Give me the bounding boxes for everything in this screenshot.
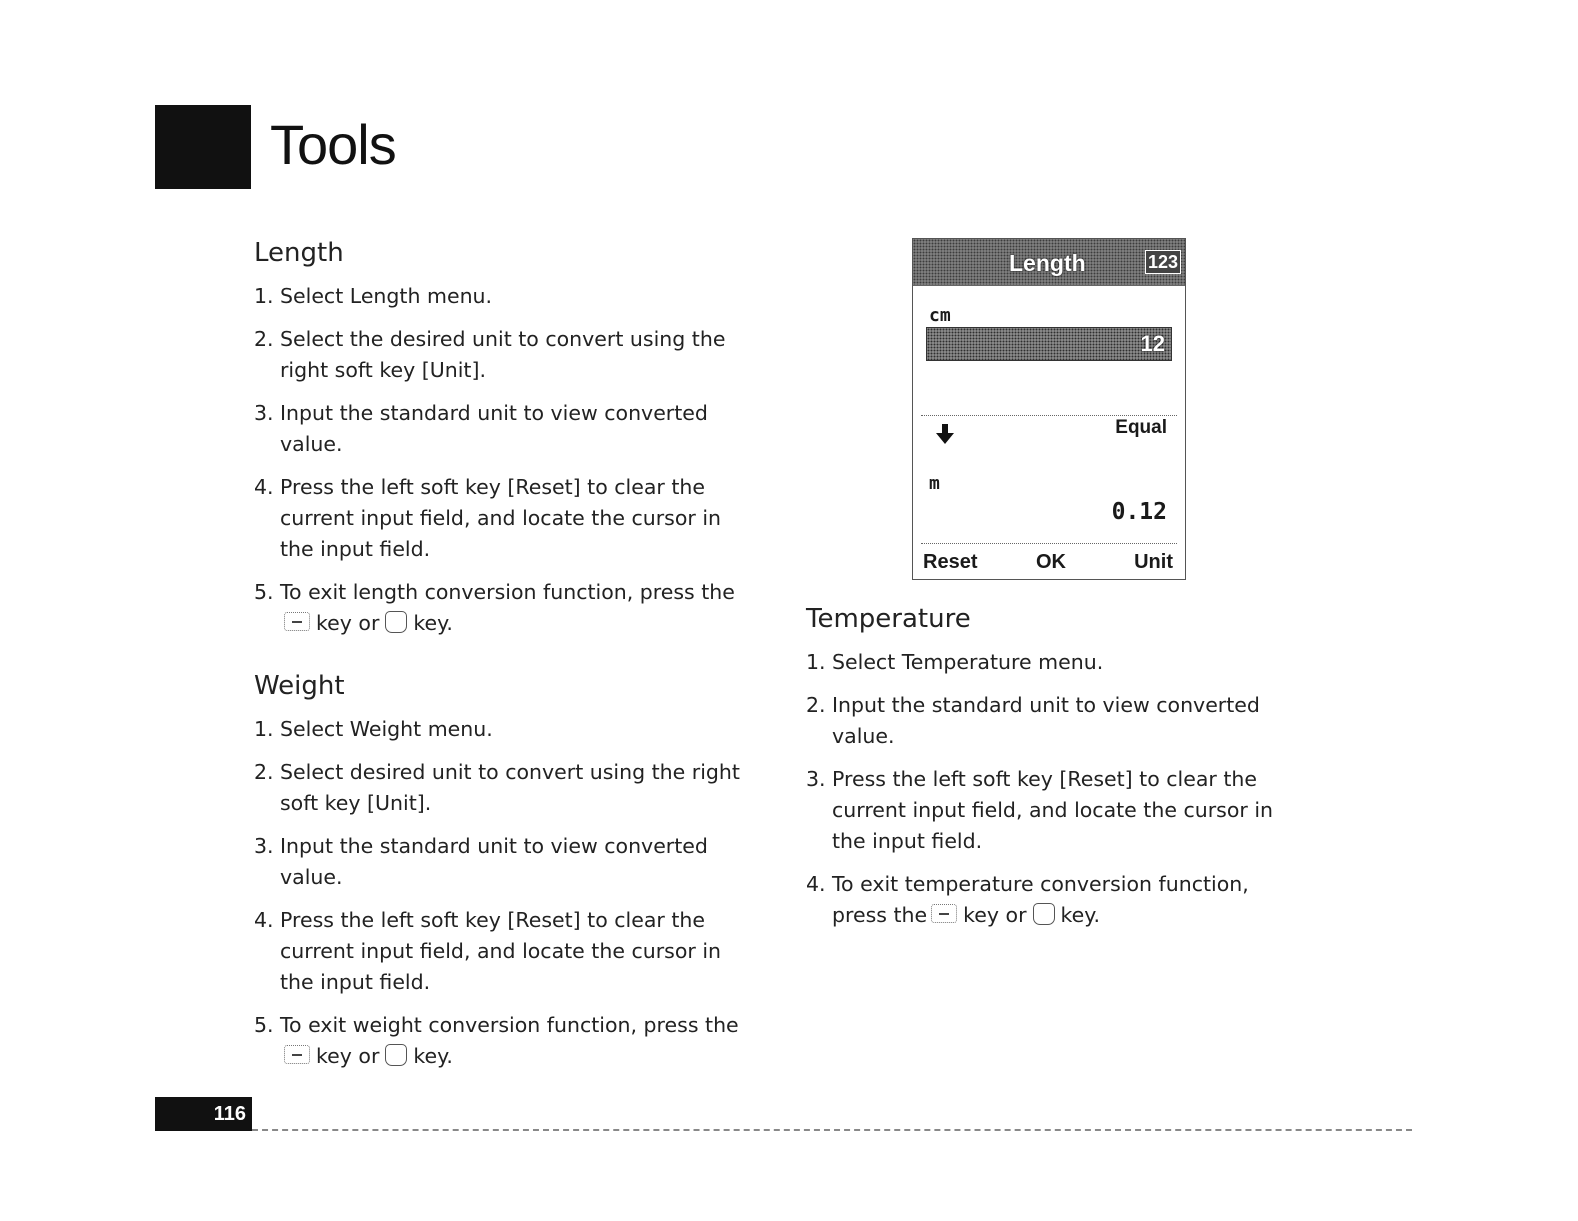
chapter-tab — [155, 105, 251, 189]
arrow-down-icon — [935, 422, 955, 446]
temperature-steps — [806, 647, 1286, 931]
end-key-icon — [385, 1044, 407, 1066]
back-key-icon — [284, 612, 310, 631]
weight-heading: Weight — [254, 671, 345, 701]
back-key-icon — [284, 1045, 310, 1064]
length-heading: Length — [254, 238, 344, 268]
list-item: 4. Press the left soft key [Reset] to clear the current input field, and locate the cursor in the input field. — [254, 475, 722, 561]
list-item: 2. Select desired unit to convert using the right soft key [Unit]. — [254, 760, 740, 815]
page-number: 116 — [155, 1097, 252, 1131]
end-key-icon — [385, 611, 407, 633]
reset-softkey[interactable]: Reset — [923, 551, 978, 573]
back-key-icon — [931, 904, 957, 923]
right-column — [806, 604, 1286, 943]
footer-rule — [252, 1129, 1412, 1131]
length-steps — [254, 281, 754, 639]
temperature-heading: Temperature — [806, 604, 971, 634]
input-field[interactable] — [926, 327, 1172, 361]
list-item: 1. Select Temperature menu. — [806, 650, 1104, 674]
page-title: Tools — [270, 113, 396, 176]
result-value: 0.12 — [1111, 499, 1167, 525]
list-item: 4. To exit temperature conversion function, press the key or key. — [806, 872, 1249, 927]
divider — [921, 543, 1177, 544]
weight-steps — [254, 714, 754, 1072]
list-item: 3. Input the standard unit to view converted value. — [254, 834, 708, 889]
list-item: 5. To exit weight conversion function, press thekey or key. — [254, 1013, 739, 1068]
list-item: 3. Input the standard unit to view converted value. — [254, 401, 708, 456]
ok-softkey[interactable]: OK — [1036, 551, 1066, 573]
list-item: 2. Select the desired unit to convert using the right soft key [Unit]. — [254, 327, 726, 382]
list-item: 3. Press the left soft key [Reset] to clear the current input field, and locate the cursor in the input field. — [806, 767, 1274, 853]
list-item: 5. To exit length conversion function, press thekey or key. — [254, 580, 735, 635]
divider — [921, 415, 1177, 416]
list-item: 2. Input the standard unit to view converted value. — [806, 693, 1260, 748]
screen-title: Length — [1009, 250, 1086, 276]
left-column — [254, 238, 754, 1084]
list-item: 1. Select Length menu. — [254, 284, 493, 308]
input-value: 12 — [1140, 331, 1165, 356]
phone-screen — [912, 238, 1186, 580]
from-unit-label: cm — [929, 305, 951, 326]
list-item: 4. Press the left soft key [Reset] to clear the current input field, and locate the cursor in the input field. — [254, 908, 722, 994]
unit-softkey[interactable]: Unit — [1134, 551, 1173, 573]
list-item: 1. Select Weight menu. — [254, 717, 493, 741]
screen-titlebar — [913, 239, 1185, 286]
end-key-icon — [1033, 903, 1055, 925]
equal-label: Equal — [1115, 417, 1167, 438]
to-unit-label: m — [929, 473, 940, 494]
input-mode-indicator: 123 — [1145, 250, 1181, 274]
